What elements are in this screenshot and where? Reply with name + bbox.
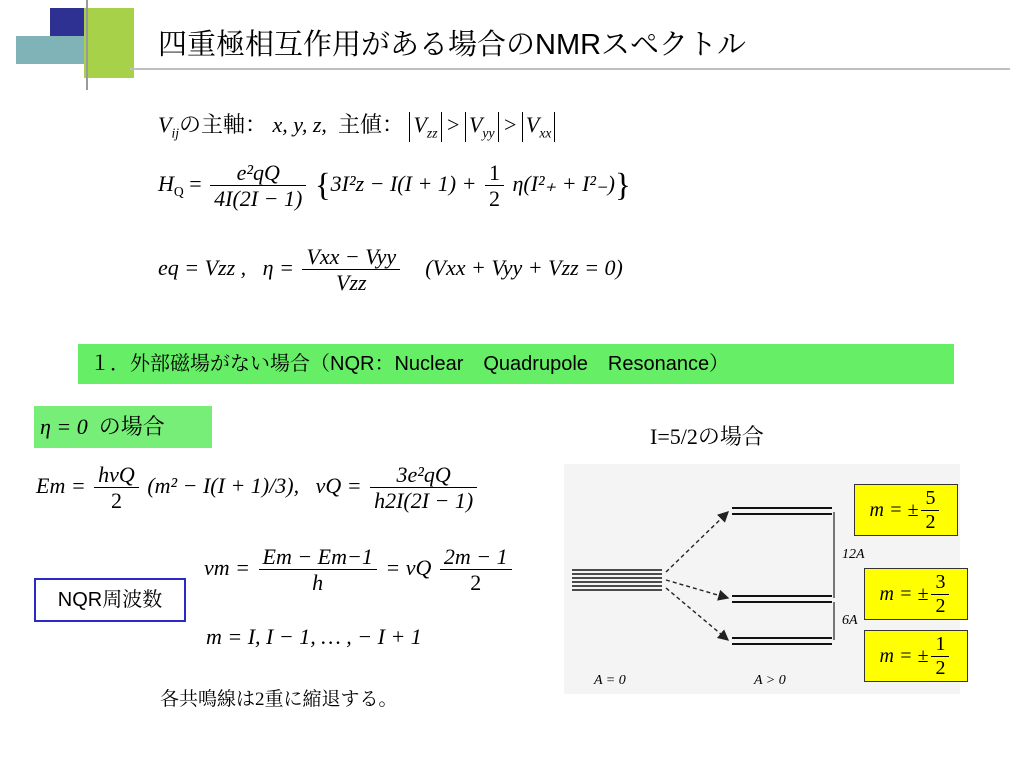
m-one-half-label: m = ± $\frac{1}{2}$ bbox=[864, 630, 968, 682]
transition-arrows bbox=[666, 512, 728, 640]
nqr-frequency-box: NQR周波数 bbox=[34, 578, 186, 622]
eta-zero-box: η = 0 の場合 bbox=[34, 406, 212, 448]
nqr-section-banner: １．外部磁場がない場合（NQR：Nuclear Quadrupole Resonance） bbox=[78, 344, 954, 384]
m-five-halves-label: m = ± $\frac{5}{2}$ bbox=[854, 484, 958, 536]
slide-title: 四重極相互作用がある場合のNMRスペクトル bbox=[158, 29, 747, 61]
m-three-halves-label: m = ± $\frac{3}{2}$ bbox=[864, 568, 968, 620]
gap-label-12a: 12A bbox=[842, 547, 865, 562]
left-condition-label: A = 0 bbox=[594, 673, 626, 688]
degeneracy-note: 各共鳴線は2重に縮退する。 bbox=[160, 689, 398, 710]
asymmetry-definition: eq = Vzz , η = $\frac{\text{Vxx − Vyy}}{\text{Vzz}}$ (Vxx + Vyy + Vzz = 0) bbox=[158, 244, 623, 296]
m-range: m = I, I − 1, … , − I + 1 bbox=[206, 624, 422, 649]
i-five-halves-label: I=5/2の場合 bbox=[650, 424, 764, 449]
right-condition-label: A > 0 bbox=[754, 673, 786, 688]
degenerate-levels bbox=[572, 570, 662, 590]
gap-label-6a: 6A bbox=[842, 613, 858, 628]
nqr-frequency-equation: νm = $\frac{Em - Em-1}{h}$ = νQ $\frac{2m - 1}{2}$ bbox=[204, 544, 515, 596]
split-level-top bbox=[732, 508, 832, 514]
decor-line-vertical bbox=[86, 0, 88, 90]
title-underline bbox=[130, 68, 1010, 70]
principal-axes-equation: $V_{ij}$の主軸： x, y, z, 主値： $V_{zz} > V_{yy} > V_{xx}$ bbox=[158, 108, 555, 142]
energy-level-equation: Em = $\frac{\text{hνQ}}{2}$ (m² − I(I + 1)/3), νQ = $\frac{\text{3e²qQ}}{h2I(2I - 1)}$ bbox=[36, 462, 480, 514]
decor-square-teal bbox=[16, 36, 84, 64]
decor-square-green bbox=[84, 8, 134, 78]
split-level-middle bbox=[732, 596, 832, 602]
split-level-bottom bbox=[732, 638, 832, 644]
hamiltonian-equation: $H_Q$ = $\frac{\text{e²qQ}}{4I(2I - 1)}$ {3I²z − I(I + 1) + $\frac{1}{2}$ η(I²₊ + I²₋)} bbox=[158, 160, 631, 212]
